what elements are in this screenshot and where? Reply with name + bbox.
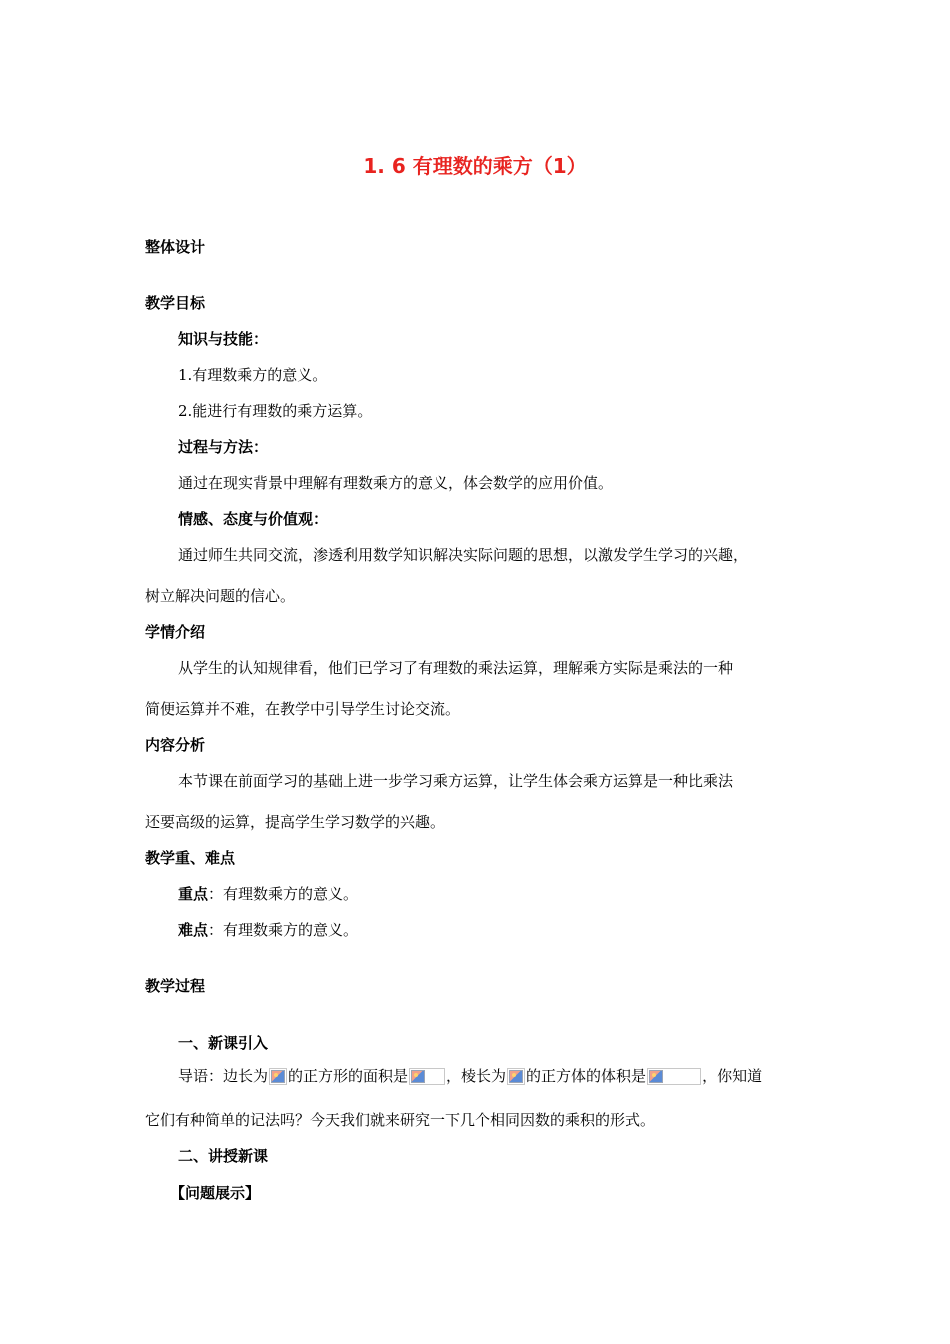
student-text-line-1: 从学生的认知规律看，他们已学习了有理数的乘法运算，理解乘方实际是乘法的一种: [178, 659, 734, 677]
subheading-knowledge-skills: 知识与技能：: [178, 330, 269, 348]
key-point-line: [178, 884, 358, 904]
heading-teaching-goals: 教学目标: [145, 294, 206, 312]
key-point-text: ：有理数乘方的意义。: [208, 885, 359, 903]
subheading-process-method: 过程与方法：: [178, 438, 269, 456]
student-text-line-2: 简便运算并不难，在教学中引导学生讨论交流。: [145, 700, 461, 718]
intro-text-d: 的正方体的体积是: [526, 1067, 647, 1085]
emotion-text-line-1: 通过师生共同交流，渗透利用数学知识解决实际问题的思想，以激发学生学习的兴趣，: [178, 546, 749, 564]
formula-image-icon: [507, 1068, 525, 1085]
intro-text-b: 的正方形的面积是: [288, 1067, 409, 1085]
formula-image-icon: [409, 1068, 445, 1085]
heading-overall-design: 整体设计: [145, 238, 206, 256]
heading-key-points: 教学重、难点: [145, 849, 236, 867]
emotion-text-line-2: 树立解决问题的信心。: [145, 587, 296, 605]
heading-problem-show: 【问题展示】: [170, 1184, 261, 1202]
heading-part-two: 二、讲授新课: [178, 1147, 269, 1165]
heading-student-intro: 学情介绍: [145, 623, 206, 641]
formula-image-icon: [647, 1068, 701, 1085]
intro-line-2: 它们有种简单的记法吗？今天我们就来研究一下几个相同因数的乘积的形式。: [145, 1111, 656, 1129]
page-title: 1. 6 有理数的乘方（1）: [363, 154, 587, 178]
content-text-line-1: 本节课在前面学习的基础上进一步学习乘方运算，让学生体会乘方运算是一种比乘法: [178, 772, 734, 790]
difficult-point-text: ：有理数乘方的意义。: [208, 921, 359, 939]
heading-part-one: 一、新课引入: [178, 1034, 269, 1052]
formula-image-icon: [269, 1068, 287, 1085]
intro-text-e: ，你知道: [702, 1067, 763, 1085]
process-text: 通过在现实背景中理解有理数乘方的意义，体会数学的应用价值。: [178, 474, 614, 492]
intro-text-c: ，棱长为: [446, 1067, 507, 1085]
goal-item-1: 1.有理数乘方的意义。: [178, 366, 328, 384]
intro-text-a: 导语：边长为: [178, 1067, 269, 1085]
difficult-point-label: 难点: [178, 921, 209, 939]
heading-content-analysis: 内容分析: [145, 736, 206, 754]
heading-teaching-process: 教学过程: [145, 977, 206, 995]
goal-item-2: 2.能进行有理数的乘方运算。: [178, 402, 373, 420]
intro-line-1: [178, 1066, 762, 1086]
subheading-emotion-values: 情感、态度与价值观：: [178, 510, 329, 528]
key-point-label: 重点: [178, 885, 209, 903]
content-text-line-2: 还要高级的运算，提高学生学习数学的兴趣。: [145, 813, 446, 831]
difficult-point-line: [178, 920, 358, 940]
